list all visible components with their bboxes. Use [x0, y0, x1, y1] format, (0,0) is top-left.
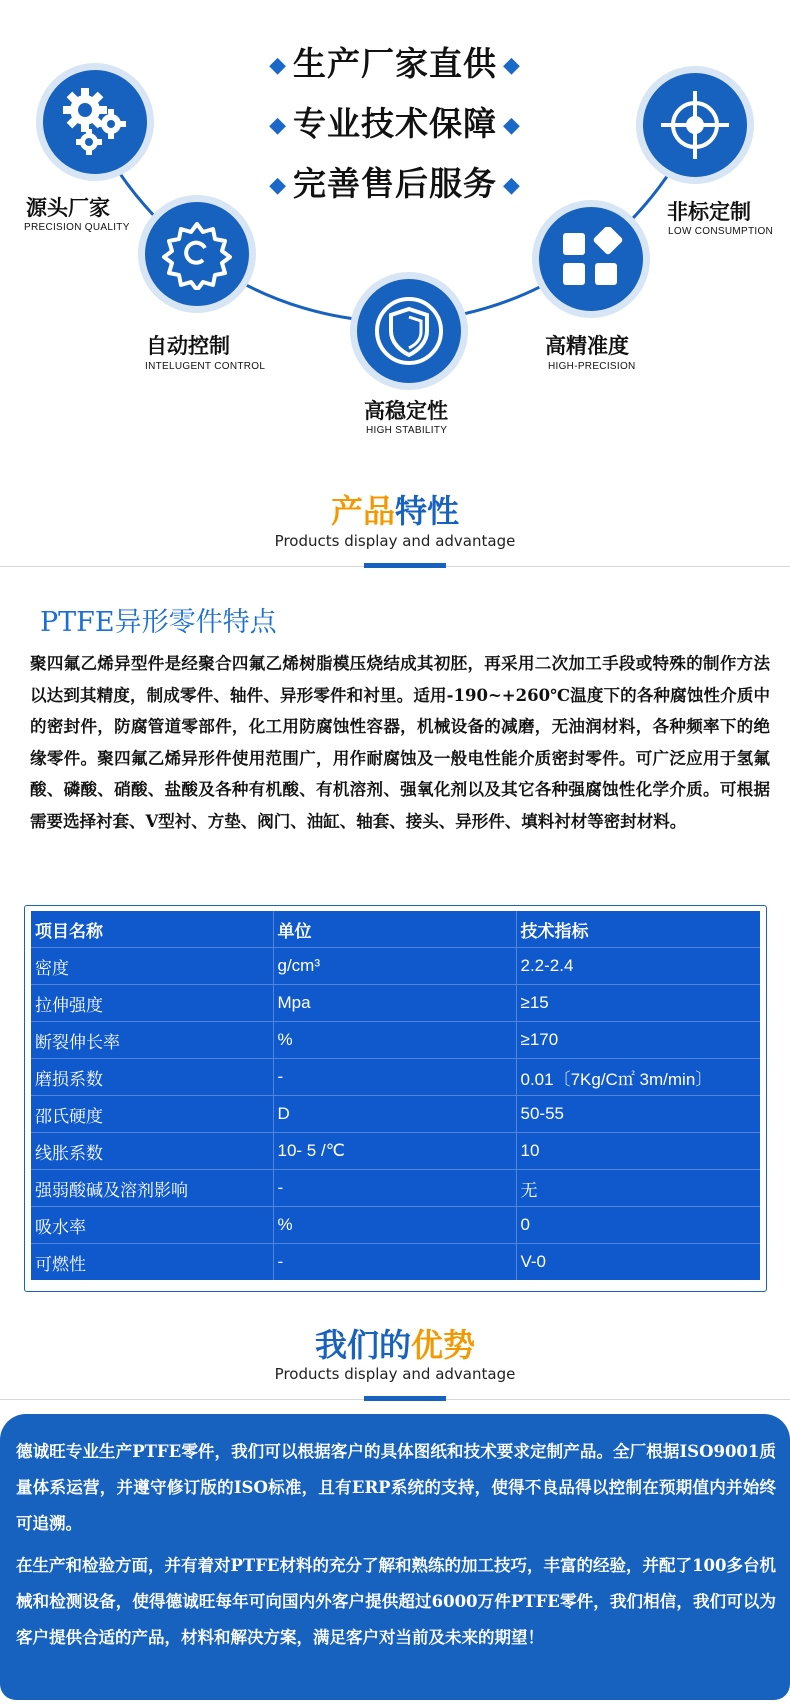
advantage-paragraph-1: 德诚旺专业生产PTFE零件，我们可以根据客户的具体图纸和技术要求定制产品。全厂根据ISO9001质量体系运营，并遵守修订版的ISO标准，且有ERP系统的支持，使得不良品得以控制在预期值内并始终可追溯。 [16, 1442, 776, 1533]
section-subtitle: Products display and advantage [274, 1365, 516, 1383]
table-cell: g/cm³ [273, 948, 516, 985]
cog-icon [161, 218, 233, 290]
table-cell: 磨损系数 [31, 1059, 273, 1096]
table-row [31, 948, 760, 985]
feature-sub: HIGH STABILITY [366, 425, 448, 436]
table-cell: 线胀系数 [31, 1133, 273, 1170]
table-row [31, 1096, 760, 1133]
feature-circle-custom [636, 66, 754, 184]
table-cell: 拉伸强度 [31, 985, 273, 1022]
table-row [31, 1133, 760, 1170]
table-cell: 无 [516, 1170, 760, 1207]
feature-sub: HIGH-PRECISION [548, 361, 636, 372]
feature-sub: LOW CONSUMPTION [668, 226, 774, 237]
divider-accent [364, 563, 446, 568]
table-cell: 强弱酸碱及溶剂影响 [31, 1170, 273, 1207]
blocks-icon [559, 227, 623, 291]
ptfe-description: 聚四氟乙烯异型件是经聚合四氟乙烯树脂模压烧结成其初胚，再采用二次加工手段或特殊的制作方法以达到其精度，制成零件、轴件、异形零件和衬里。适用-190~+260℃温度下的各种腐蚀性介质中的密封件，防腐管道零部件，化工用防腐蚀性容器，机械设备的减磨，无油润材料，各种频率下的绝缘零件。聚四氟乙烯异形件使用范围广，用作耐腐蚀及一般电性能介质密封零件。可广泛应用于氢氟酸、磷酸、硝酸、盐酸及各种有机酸、有机溶剂、强氧化剂以及其它各种强腐蚀性化学介质。可根据需要选择衬套、V型衬、方垫、阀门、油缸、轴套、接头、异形件、填料衬材等密封材料。 [30, 654, 770, 831]
table-cell: 10- 5 /℃ [273, 1133, 516, 1170]
table-cell: 邵氏硬度 [31, 1096, 273, 1133]
divider-accent [364, 1396, 446, 1401]
table-row [31, 985, 760, 1022]
table-row [31, 1170, 760, 1207]
feature-name: 自动控制 [146, 334, 230, 358]
table-cell: D [273, 1096, 516, 1133]
table-cell: Mpa [273, 985, 516, 1022]
table-header-row [31, 911, 760, 948]
table-row [31, 1059, 760, 1096]
table-cell: ≥170 [516, 1022, 760, 1059]
table-cell: 0 [516, 1207, 760, 1244]
table-cell: 断裂伸长率 [31, 1022, 273, 1059]
section-subtitle: Products display and advantage [274, 532, 516, 550]
features-hero [0, 0, 790, 470]
slogan-1: ◆ 生产厂家直供 ◆ [269, 44, 521, 83]
table-cell: 0.01〔7Kg/C㎡ 3m/min〕 [516, 1059, 760, 1096]
table-cell: 2.2-2.4 [516, 948, 760, 985]
ptfe-title: PTFE异形零件特点 [40, 607, 277, 638]
column-header: 技术指标 [516, 911, 760, 948]
feature-circle-control [138, 195, 256, 313]
slogan-3: ◆ 完善售后服务 ◆ [269, 164, 521, 203]
spec-table [31, 911, 760, 1280]
column-header: 项目名称 [31, 911, 273, 948]
table-cell: % [273, 1207, 516, 1244]
section-title-products: 产品特性 [330, 492, 460, 530]
table-cell: ≥15 [516, 985, 760, 1022]
table-row [31, 1207, 760, 1244]
feature-circle-stability [350, 272, 468, 390]
feature-circle-precision [532, 200, 650, 318]
feature-circle-source [36, 63, 154, 181]
table-cell: 10 [516, 1133, 760, 1170]
feature-sub: INTELUGENT CONTROL [145, 361, 266, 372]
feature-name: 非标定制 [667, 200, 751, 224]
table-cell: 可燃性 [31, 1244, 273, 1281]
slogan-2: ◆ 专业技术保障 ◆ [269, 104, 521, 143]
table-cell: % [273, 1022, 516, 1059]
gears-icon [55, 82, 135, 162]
advantage-panel [0, 1414, 790, 1700]
table-cell: V-0 [520, 1252, 547, 1271]
feature-sub: PRECISION QUALITY [24, 222, 130, 233]
table-row [31, 1022, 760, 1059]
spec-table-frame [24, 905, 767, 1292]
table-cell: - [273, 1170, 516, 1207]
advantage-paragraph-2: 在生产和检验方面，并有着对PTFE材料的充分了解和熟练的加工技巧，丰富的经验，并配了100多台机械和检测设备，使得德诚旺每年可向国内外客户提供超过6000万件PTFE零件，我们相信，我们可以为客户提供合适的产品，材料和解决方案，满足客户对当前及未来的期望！ [16, 1556, 776, 1647]
crosshair-icon [657, 87, 733, 163]
table-cell: 50-55 [516, 1096, 760, 1133]
feature-name: 高稳定性 [364, 399, 448, 423]
feature-name: 高精准度 [545, 334, 629, 358]
shield-icon [371, 293, 447, 369]
table-cell: 密度 [31, 948, 273, 985]
table-row [31, 1244, 760, 1281]
section-title-advantage: 我们的优势 [314, 1326, 476, 1364]
column-header: 单位 [273, 911, 516, 948]
table-cell: - [273, 1244, 516, 1281]
feature-name: 源头厂家 [26, 196, 110, 220]
table-cell: - [273, 1059, 516, 1096]
table-cell: 吸水率 [31, 1207, 273, 1244]
